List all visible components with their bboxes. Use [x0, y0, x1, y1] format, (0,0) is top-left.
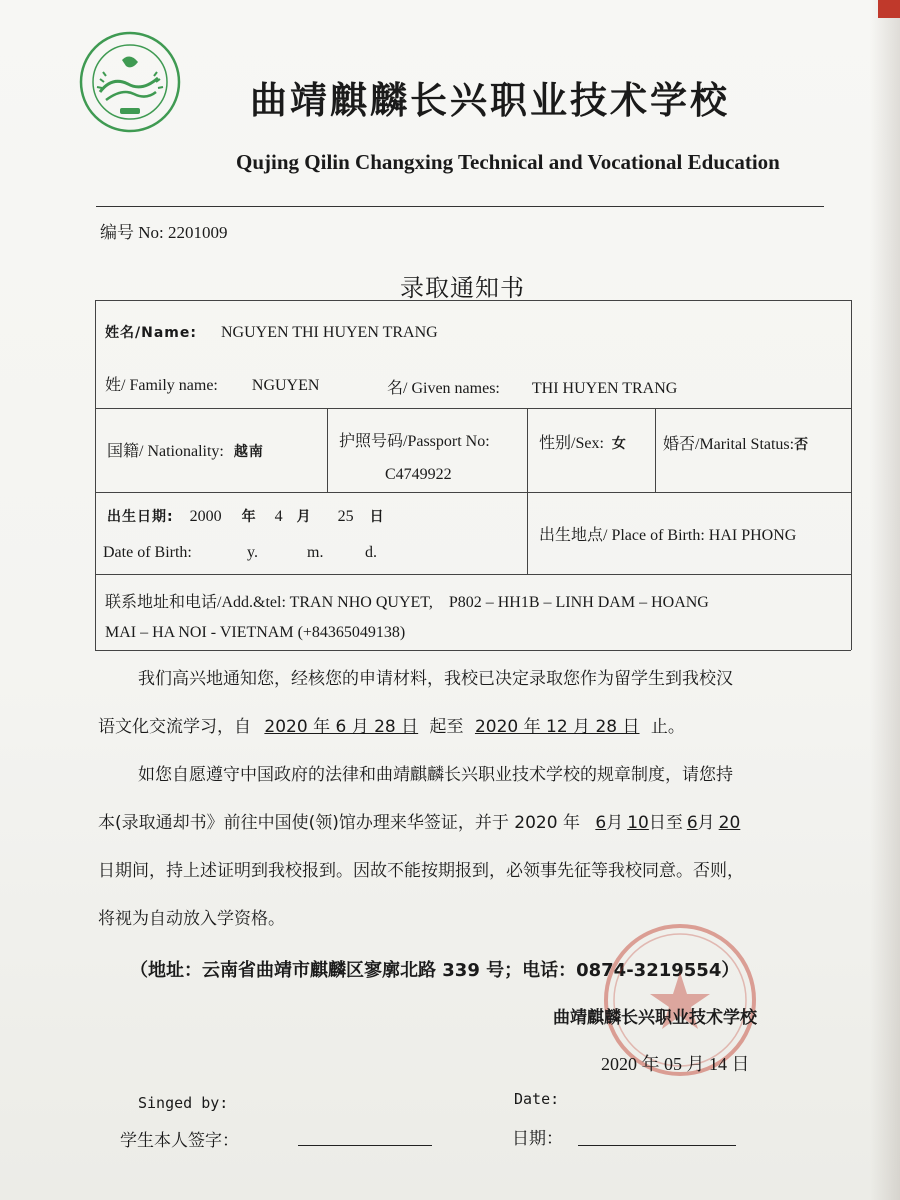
school-name-en: Qujing Qilin Changxing Technical and Vocational Education: [236, 150, 780, 174]
signed-by-label: Singed by:: [138, 1094, 229, 1112]
passport-label: 护照号码/Passport No:: [339, 433, 490, 450]
address-field: [105, 589, 709, 612]
table-row-divider: [95, 574, 851, 575]
pob-field: [539, 522, 796, 545]
issue-date: 2020 年 05 月 14 日: [601, 1054, 750, 1074]
dob-month-unit: 月: [296, 509, 312, 525]
dob-year: 2000: [189, 508, 222, 525]
name-label: 姓名/Name:: [105, 325, 197, 341]
p1-suffix: 止。: [650, 717, 685, 737]
start-date: 2020 年 6 月 28 日: [264, 717, 419, 737]
pob-label: 出生地点/ Place of Birth:: [539, 527, 705, 544]
address-line2: MAI – HA NOI - VIETNAM (+84365049138): [105, 624, 406, 641]
p1-prefix: 语文化交流学习，自: [98, 717, 251, 737]
family-name-label: 姓/ Family name:: [105, 377, 218, 394]
table-border-left: [95, 300, 96, 650]
name-value: NGUYEN THI HUYEN TRANG: [220, 324, 438, 341]
school-name-cn: 曲靖麒麟长兴职业技术学校: [250, 79, 730, 122]
serial-number: 编号 No: 2201009: [100, 223, 228, 242]
name-field: [105, 322, 438, 342]
table-col-divider: [527, 492, 528, 574]
sex-field: [539, 430, 627, 453]
student-info-table: [95, 300, 851, 650]
nationality-field: [107, 438, 264, 461]
sex-value: 女: [611, 436, 627, 452]
p2-prefix: 本(录取通却书》前往中国使(领)馆办理来华签证，并于 2020 年: [98, 813, 580, 833]
dob-m: m.: [307, 544, 324, 561]
header-divider: [96, 206, 824, 207]
body-paragraph-2-line-2: [98, 808, 740, 833]
body-paragraph-2-line-1: 如您自愿遵守中国政府的法律和曲靖麒麟长兴职业技术学校的规章制度，请您持: [138, 765, 733, 785]
dob-label-en: Date of Birth:: [103, 544, 192, 561]
p1-mid: 起至: [429, 717, 464, 737]
issuing-school-name: 曲靖麒麟长兴职业技术学校: [553, 1008, 757, 1028]
report-month-1: 6: [595, 813, 607, 833]
dob-y: y.: [247, 544, 258, 561]
table-col-divider: [327, 408, 328, 492]
family-name-value: NGUYEN: [251, 377, 320, 394]
dob-label-cn: 出生日期:: [107, 509, 174, 525]
table-border-right: [851, 300, 852, 650]
table-row-divider: [95, 492, 851, 493]
report-day-2: 20: [718, 813, 741, 833]
table-border-bottom: [95, 650, 851, 651]
table-col-divider: [527, 408, 528, 492]
school-address: （地址：云南省曲靖市麒麟区寥廓北路 339 号；电话：0874-3219554）: [130, 960, 740, 981]
dob-month: 4: [274, 508, 283, 525]
report-month-2: 6: [686, 813, 698, 833]
report-month-unit: 月: [606, 813, 624, 833]
body-paragraph-2-line-3: 日期间，持上述证明到我校报到。因故不能按期报到，必领事先征等我校同意。否则，: [98, 861, 744, 881]
dob-d: d.: [365, 544, 377, 561]
dob-day: 25: [337, 508, 354, 525]
pob-value: HAI PHONG: [708, 527, 797, 544]
body-paragraph-1-line-1: 我们高兴地通知您，经核您的申请材料，我校已决定录取您作为留学生到我校汉: [138, 669, 733, 689]
report-month-unit-2: 月: [697, 813, 715, 833]
body-paragraph-1-line-2: [98, 712, 685, 737]
given-names-field: [387, 375, 677, 398]
report-day-unit-to: 日至: [648, 813, 683, 833]
nationality-label: 国籍/ Nationality:: [107, 443, 224, 460]
date-signature-line[interactable]: [578, 1145, 736, 1146]
dob-cn-field: [107, 506, 385, 526]
table-row-divider: [95, 408, 851, 409]
given-names-label: 名/ Given names:: [387, 380, 500, 397]
student-signature-line[interactable]: [298, 1145, 432, 1146]
document-title: 录取通知书: [400, 274, 525, 302]
given-names-value: THI HUYEN TRANG: [531, 380, 678, 397]
date-label-en: Date:: [514, 1090, 560, 1108]
student-signature-label: 学生本人签字：: [120, 1131, 239, 1151]
dob-day-unit: 日: [369, 509, 385, 525]
page-edge-shadow: [870, 0, 900, 1200]
end-date: 2020 年 12 月 28 日: [474, 717, 640, 737]
marital-field: [663, 431, 809, 454]
marital-value: 否: [794, 437, 810, 453]
address-label: 联系地址和电话/Add.&tel:: [105, 594, 286, 611]
address-line1: TRAN NHO QUYET, P802 – HH1B – LINH DAM – HOANG: [289, 594, 709, 611]
date-label-cn: 日期：: [512, 1129, 563, 1149]
corner-red-mark: [878, 0, 900, 18]
marital-label: 婚否/Marital Status:: [663, 436, 795, 453]
dob-year-unit: 年: [241, 509, 257, 525]
sex-label: 性别/Sex:: [539, 435, 604, 452]
table-col-divider: [655, 408, 656, 492]
school-logo-icon: [78, 30, 182, 134]
passport-value: C4749922: [385, 466, 452, 483]
table-border-top: [95, 300, 851, 301]
body-paragraph-2-line-4: 将视为自动放入学资格。: [98, 909, 285, 929]
nationality-value: 越南: [233, 444, 264, 460]
family-name-field: [105, 372, 319, 395]
report-day-1: 10: [627, 813, 649, 833]
